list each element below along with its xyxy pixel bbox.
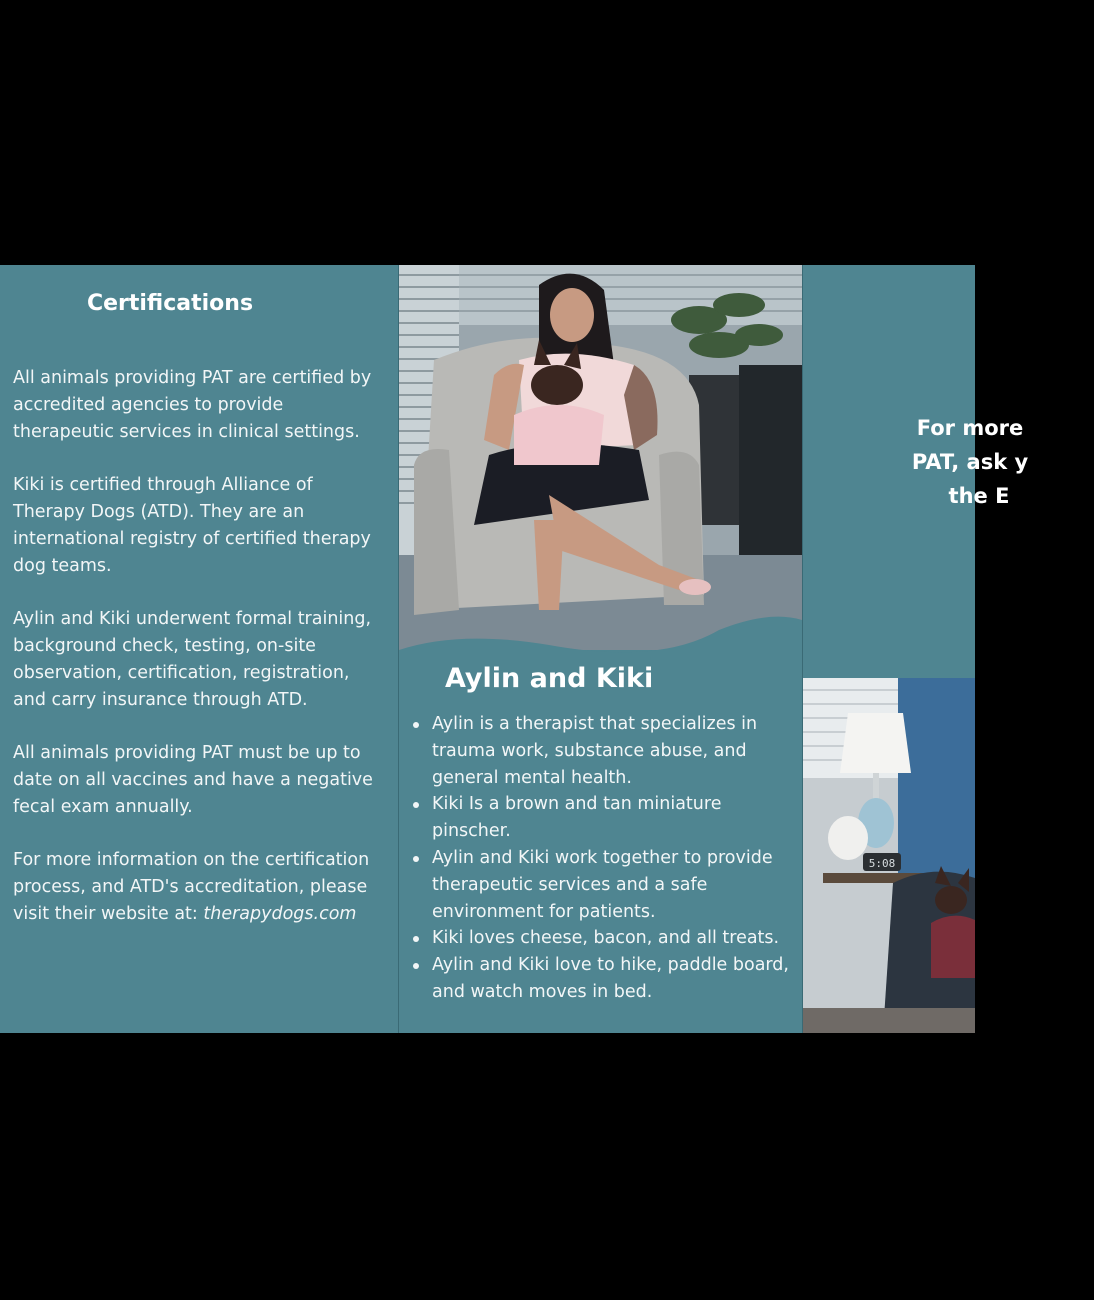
bullet-item: Aylin and Kiki work together to provide therapeutic services and a safe environment for patients.	[411, 845, 803, 925]
cert-paragraph-2: Kiki is certified through Alliance of Therapy Dogs (ATD). They are an international registry of certified therapy dog teams.	[13, 475, 371, 576]
certifications-heading: Certifications	[86, 291, 254, 316]
more-info-line-2: PAT, ask y	[911, 450, 1029, 474]
more-info-line-3: the E	[948, 484, 1010, 508]
bullet-dot-icon	[413, 963, 419, 969]
certifications-body	[13, 365, 383, 955]
bullet-dot-icon	[413, 856, 419, 862]
bullet-dot-icon	[413, 722, 419, 728]
bullet-item: Kiki Is a brown and tan miniature pinscher.	[411, 791, 803, 845]
cert-paragraph-5-text: For more information on the certification process, and ATD's accreditation, please visit their website at:	[13, 850, 370, 924]
cert-paragraph-1: All animals providing PAT are certified by accredited agencies to provide therapeutic services in clinical settings.	[13, 368, 372, 442]
certifications-panel	[0, 265, 398, 1033]
more-info-line-1: For more	[916, 416, 1024, 440]
bullet-dot-icon	[413, 936, 419, 942]
bullet-dot-icon	[413, 802, 419, 808]
bullet-item: Kiki loves cheese, bacon, and all treats.	[411, 925, 803, 952]
brochure	[0, 265, 1029, 1033]
therapist-with-dog-photo	[399, 265, 802, 650]
aylin-kiki-bullets	[411, 711, 803, 1006]
office-photo	[803, 678, 975, 1033]
cert-paragraph-4: All animals providing PAT must be up to date on all vaccines and have a negative fecal exam annually.	[13, 743, 373, 817]
bullet-item: Aylin is a therapist that specializes in trauma work, substance abuse, and general mental health.	[411, 711, 803, 791]
website-link[interactable]: therapydogs.com	[203, 903, 357, 924]
clock-readout: 5:08	[868, 857, 896, 870]
more-info-text	[803, 411, 1033, 513]
cert-paragraph-5	[13, 847, 383, 927]
aylin-kiki-panel	[399, 265, 802, 1033]
aylin-kiki-heading: Aylin and Kiki	[445, 663, 654, 694]
cert-paragraph-3: Aylin and Kiki underwent formal training, background check, testing, on-site observation, certification, registration, and carry insurance through ATD.	[13, 609, 372, 710]
bullet-item: Aylin and Kiki love to hike, paddle board, and watch moves in bed.	[411, 952, 803, 1006]
more-info-panel	[803, 265, 1029, 1033]
